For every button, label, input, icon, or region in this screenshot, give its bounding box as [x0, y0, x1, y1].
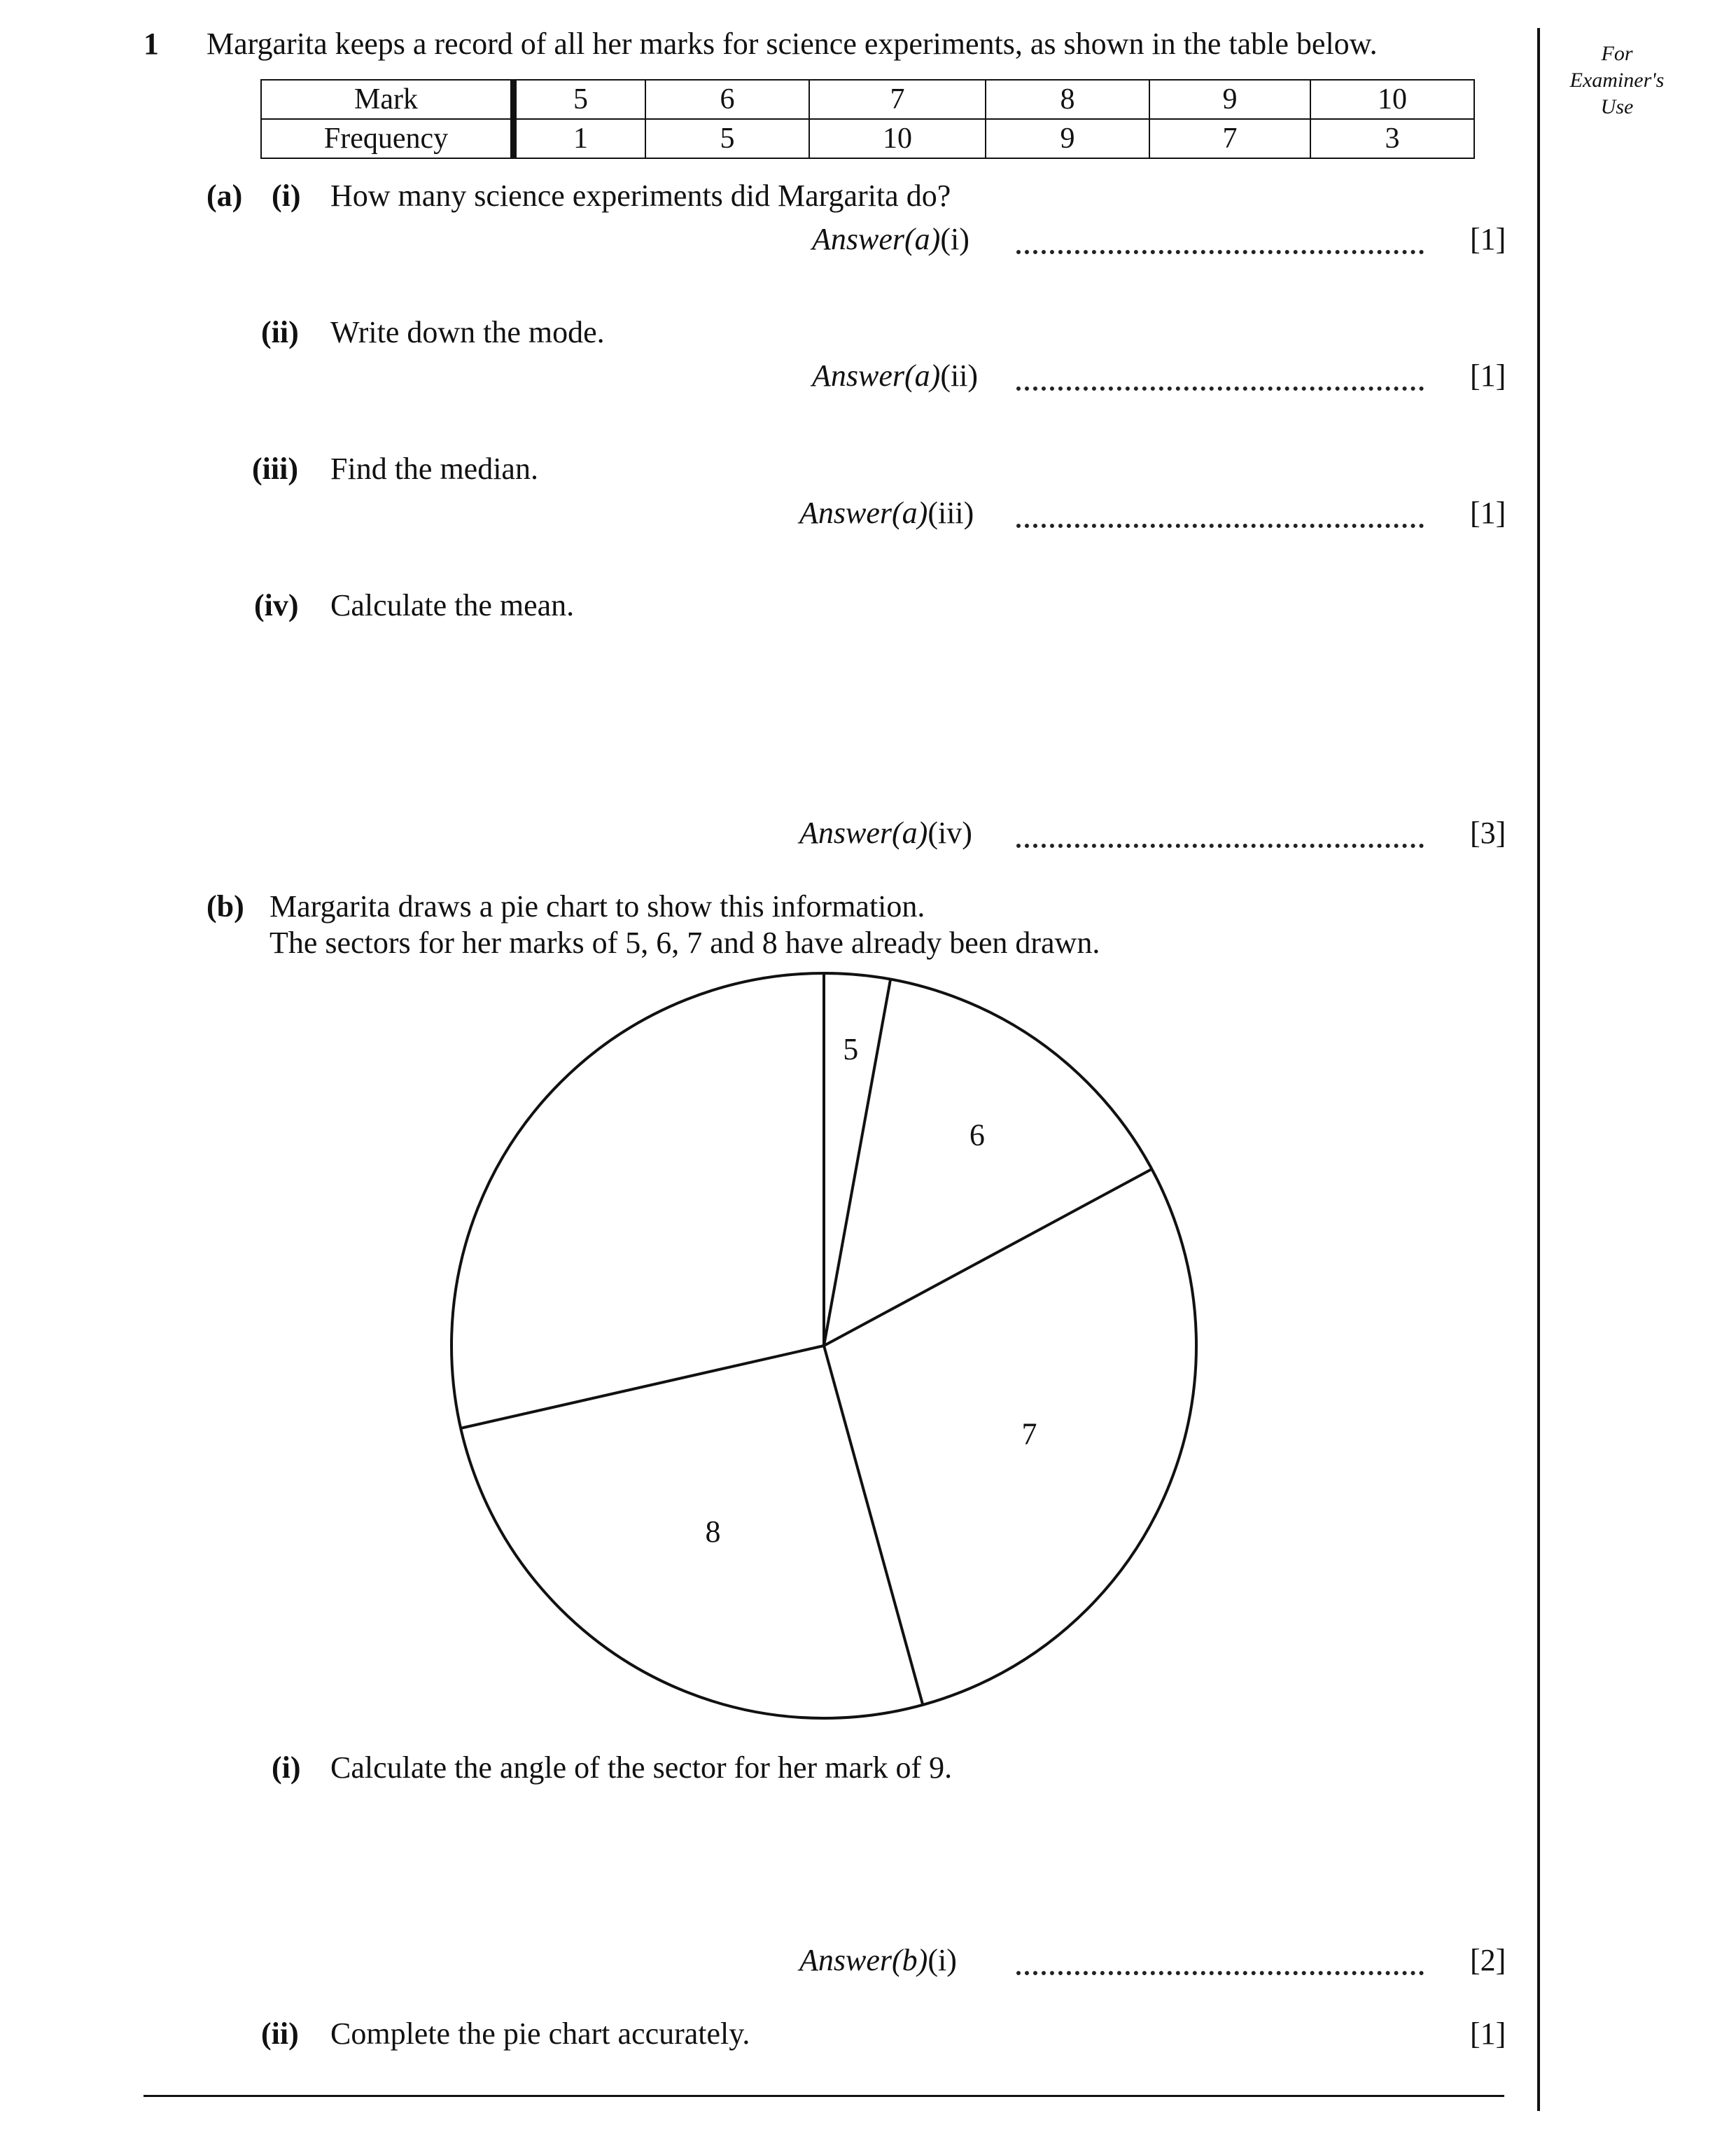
mark-cell: 9 [1149, 80, 1310, 119]
frequency-cell: 5 [645, 119, 809, 158]
answer-a-ii-label: Answer(a)(ii) [812, 358, 979, 393]
part-b-label: (b) [206, 889, 244, 924]
sector-label-6: 6 [969, 1117, 985, 1152]
mark-cell: 7 [809, 80, 986, 119]
sector-label-5: 5 [843, 1032, 859, 1067]
part-a-label: (a) [206, 179, 243, 213]
mark-cell: 10 [1310, 80, 1474, 119]
part-a-i-label: (i) [272, 179, 301, 213]
part-a-i-text: How many science experiments did Margarita do? [330, 179, 951, 213]
part-b-line-1: Margarita draws a pie chart to show this information. [270, 889, 925, 924]
sector-label-7: 7 [1021, 1416, 1037, 1451]
answer-a-iv-label: Answer(a)(iv) [799, 816, 972, 850]
answer-b-i-label: Answer(b)(i) [799, 1943, 957, 1977]
examiner-use-line-3: Use [1600, 95, 1634, 118]
mark-cell: 6 [645, 80, 809, 119]
answer-b-i-line[interactable] [1016, 1971, 1424, 1975]
frequency-cell: 7 [1149, 119, 1310, 158]
mark-row-label: Mark [261, 80, 514, 119]
part-a-iv-text: Calculate the mean. [330, 588, 575, 622]
part-a-iii-text: Find the median. [330, 452, 538, 486]
marks-a-ii: [1] [1470, 358, 1506, 393]
frequency-cell: 9 [986, 119, 1149, 158]
mark-cell: 8 [986, 80, 1149, 119]
bottom-rule [144, 2095, 1504, 2097]
answer-a-iii-label: Answer(a)(iii) [799, 496, 974, 530]
frequency-cell: 3 [1310, 119, 1474, 158]
part-a-iii-label: (iii) [252, 452, 298, 486]
frequency-cell: 1 [514, 119, 646, 158]
part-b-i-label: (i) [272, 1750, 301, 1785]
part-b-ii-label: (ii) [261, 2016, 299, 2051]
part-b-i-text: Calculate the angle of the sector for her mark of 9. [330, 1750, 953, 1785]
marks-b-ii: [1] [1470, 2016, 1506, 2051]
sector-boundary-line [824, 1169, 1152, 1346]
marks-a-iii: [1] [1470, 496, 1506, 530]
sector-label-8: 8 [705, 1514, 721, 1549]
part-a-iv-label: (iv) [254, 588, 299, 622]
examiner-use-line-1: For [1601, 42, 1633, 65]
question-number: 1 [144, 27, 159, 61]
frequency-row-label: Frequency [261, 119, 514, 158]
part-b-ii-text: Complete the pie chart accurately. [330, 2016, 750, 2051]
question-intro: Margarita keeps a record of all her marks for science experiments, as shown in the table below. [206, 27, 1378, 61]
examiner-use-line-2: Examiner's [1569, 69, 1665, 92]
part-b-line-2: The sectors for her marks of 5, 6, 7 and 8 have already been drawn. [270, 926, 1100, 960]
mark-cell: 5 [514, 80, 646, 119]
sector-boundary-line [824, 1346, 923, 1705]
marks-b-i: [2] [1470, 1943, 1506, 1977]
part-a-ii-text: Write down the mode. [330, 315, 605, 349]
answer-a-i-label: Answer(a)(i) [812, 222, 969, 256]
marks-a-iv: [3] [1470, 816, 1506, 850]
part-a-ii-label: (ii) [261, 315, 299, 349]
frequency-cell: 10 [809, 119, 986, 158]
marks-a-i: [1] [1470, 222, 1506, 256]
sector-boundary-line [461, 1346, 824, 1428]
